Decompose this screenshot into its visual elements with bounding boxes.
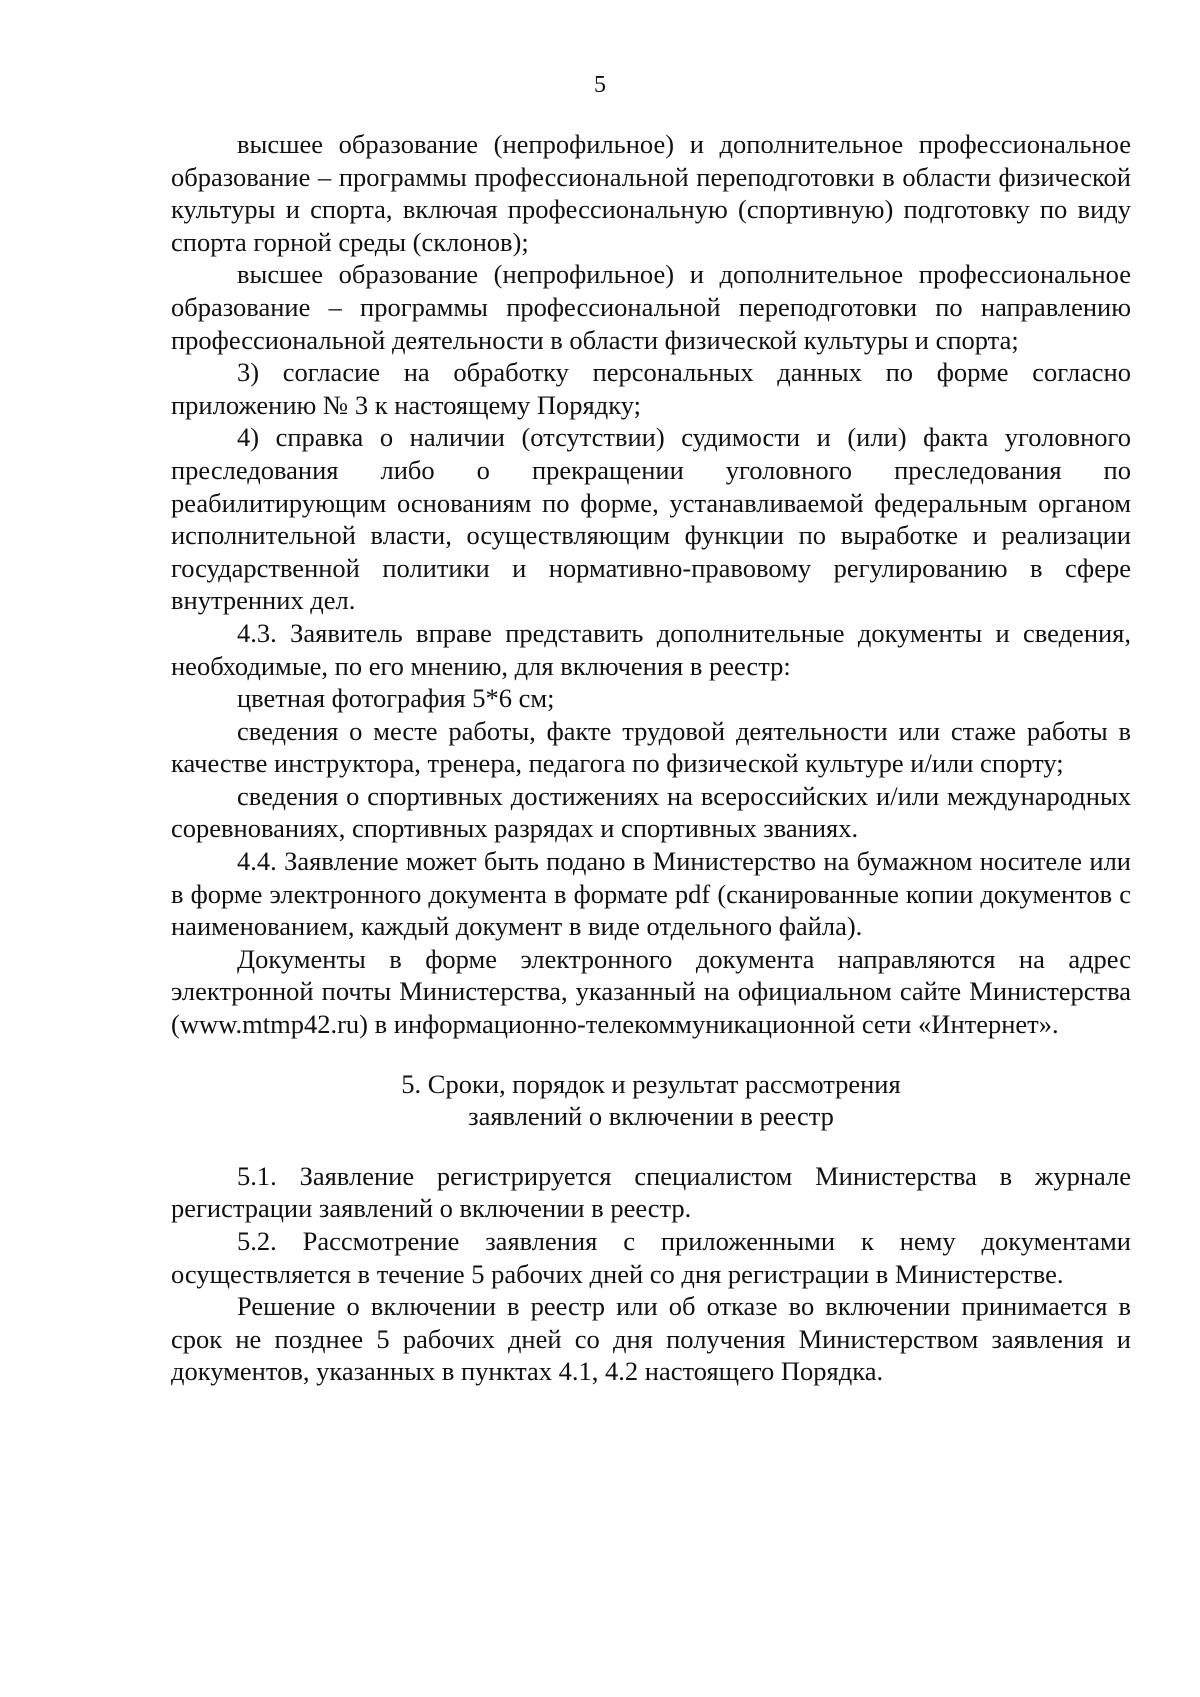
section-heading (171, 1068, 1131, 1133)
paragraph-4-4: 4.4. Заявление может быть подано в Министерство на бумажном носителе или в форме электронного документа в формате pdf (сканированные копии документов с наименованием, каждый документ в виде отдельного файла). (171, 846, 1131, 942)
document-body (171, 128, 1131, 1388)
paragraph-decision: Решение о включении в реестр или об отказе во включении принимается в срок не позднее 5 рабочих дней со дня получения Министерством заявления и документов, указанных в пунктах 4.1, 4.2 настоящего Порядка. (171, 1291, 1131, 1387)
page-number: 5 (594, 72, 606, 98)
paragraph-consent-personal-data: 3) согласие на обработку персональных данных по форме согласно приложению № 3 к настоящему Порядку; (171, 357, 1131, 420)
paragraph-work-info: сведения о месте работы, факте трудовой деятельности или стаже работы в качестве инструктора, тренера, педагога по физической культуре и/или спорту; (171, 715, 1131, 779)
section-heading-line-1: 5. Сроки, порядок и результат рассмотрения (401, 1068, 901, 1099)
paragraph-higher-education-professional: высшее образование (непрофильное) и дополнительное профессиональное образование – программы профессиональной переподготовки по направлению профессиональной деятельности в области физической культуры и спорта; (171, 259, 1131, 355)
paragraph-electronic-documents: Документы в форме электронного документа направляются на адрес электронной почты Министерства, указанный на официальном сайте Министерства (www.mtmp42.ru) в информационно-телекоммуникационной сети «Интернет». (171, 943, 1131, 1040)
section-heading-line-2: заявлений о включении в реестр (468, 1101, 834, 1132)
paragraph-criminal-record-certificate: 4) справка о наличии (отсутствии) судимости и (или) факта уголовного преследования либо о прекращении уголовного преследования по реабилитирующим основаниям по форме, устанавливаемой федеральным органом исполнительной власти, осуществляющим функции по выработке и реализации государственной политики и нормативно-правовому регулированию в сфере внутренних дел. (171, 422, 1131, 616)
paragraph-sport-achievements: сведения о спортивных достижениях на всероссийских и/или международных соревнованиях, спортивных разрядах и спортивных званиях. (171, 780, 1131, 844)
paragraph-5-2: 5.2. Рассмотрение заявления с приложенными к нему документами осуществляется в течение 5 рабочих дней со дня регистрации в Министерстве. (171, 1226, 1131, 1289)
paragraph-5-1: 5.1. Заявление регистрируется специалистом Министерства в журнале регистрации заявлений о включении в реестр. (171, 1160, 1131, 1224)
paragraph-higher-education-mountain: высшее образование (непрофильное) и дополнительное профессиональное образование – программы профессиональной переподготовки в области физической культуры и спорта, включая профессиональную (спортивную) подготовку по виду спорта горной среды (склонов); (171, 129, 1131, 257)
paragraph-color-photo: цветная фотография 5*6 см; (237, 683, 555, 714)
paragraph-4-3: 4.3. Заявитель вправе представить дополнительные документы и сведения, необходимые, по его мнению, для включения в реестр: (171, 617, 1131, 681)
